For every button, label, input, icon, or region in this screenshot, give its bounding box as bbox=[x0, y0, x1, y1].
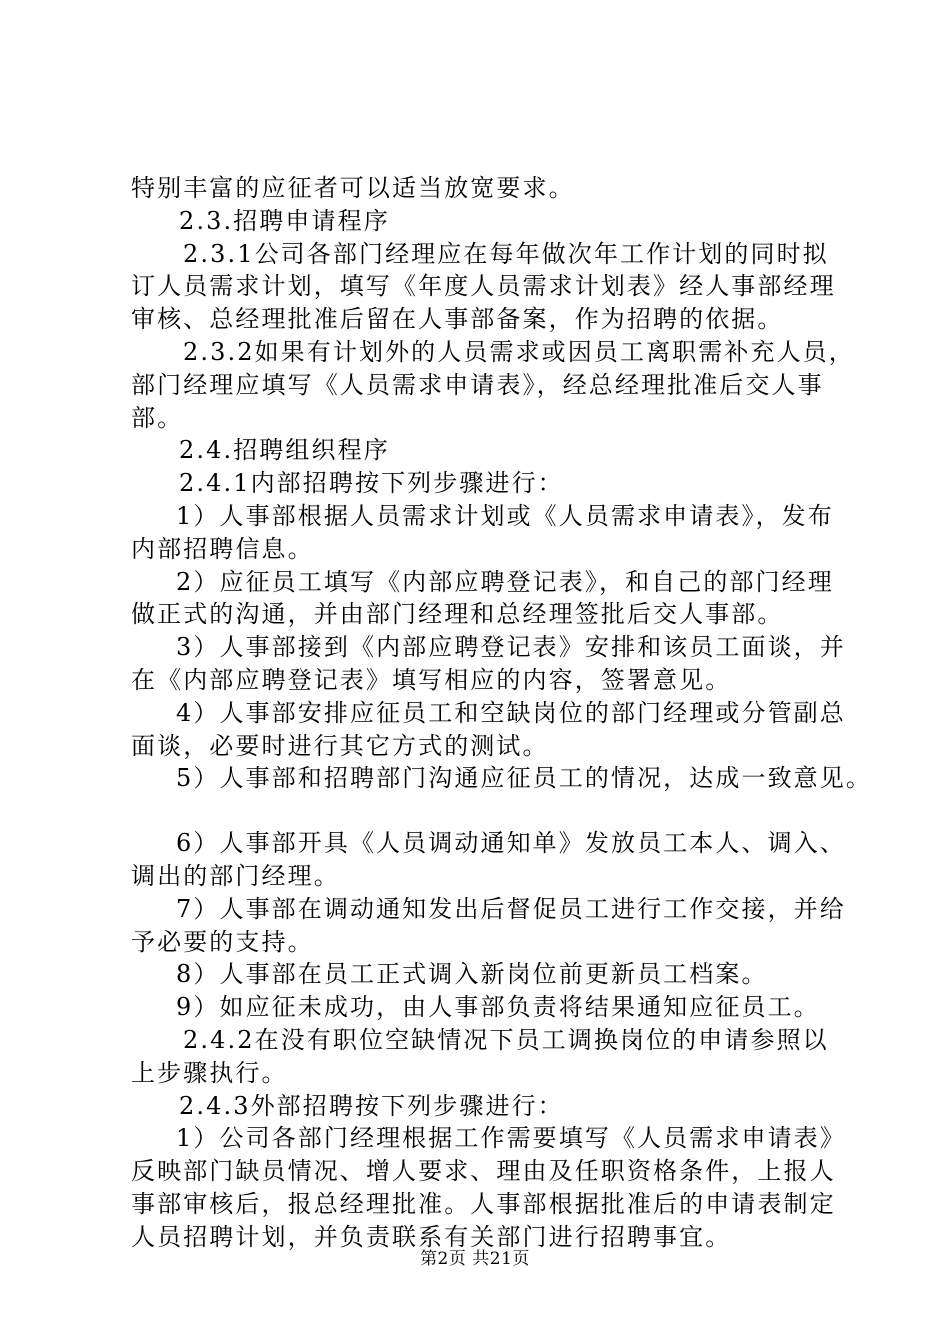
text-line: 2.4.3外部招聘按下列步骤进行： bbox=[179, 1091, 564, 1120]
text-line: 6）人事部开具《人员调动通知单》发放员工本人、调入、 bbox=[176, 829, 846, 858]
text-line: 事部审核后，报总经理批准。人事部根据批准后的申请表制定 bbox=[131, 1189, 836, 1218]
text-line: 部。 bbox=[131, 403, 184, 432]
text-line: 9）如应征未成功，由人事部负责将结果通知应征员工。 bbox=[176, 993, 820, 1022]
text-line: 做正式的沟通，并由部门经理和总经理签批后交人事部。 bbox=[131, 600, 784, 629]
text-line: 予必要的支持。 bbox=[131, 927, 314, 956]
text-line: 在《内部应聘登记表》填写相应的内容，签署意见。 bbox=[131, 665, 732, 694]
text-line: 上步骤执行。 bbox=[131, 1058, 288, 1087]
text-line: 2.4.2在没有职位空缺情况下员工调换岗位的申请参照以 bbox=[183, 1025, 829, 1054]
text-line: 7）人事部在调动通知发出后督促员工进行工作交接，并给 bbox=[176, 894, 846, 923]
text-line: 4）人事部安排应征员工和空缺岗位的部门经理或分管副总 bbox=[176, 698, 846, 727]
text-line: 2.3.2如果有计划外的人员需求或因员工离职需补充人员， bbox=[183, 337, 855, 366]
section-heading: 2.4.招聘组织程序 bbox=[179, 436, 390, 465]
page-number-footer: 第2页 共21页 bbox=[420, 1249, 530, 1269]
text-line: 3）人事部接到《内部应聘登记表》安排和该员工面谈，并 bbox=[176, 633, 846, 662]
text-line: 人员招聘计划，并负责联系有关部门进行招聘事宜。 bbox=[131, 1222, 732, 1251]
text-line: 反映部门缺员情况、增人要求、理由及任职资格条件，上报人 bbox=[131, 1157, 836, 1186]
document-body bbox=[131, 172, 872, 1254]
text-line: 调出的部门经理。 bbox=[131, 861, 340, 890]
text-line: 内部招聘信息。 bbox=[131, 534, 314, 563]
section-heading: 2.3.招聘申请程序 bbox=[179, 206, 390, 235]
text-line: 2.3.1公司各部门经理应在每年做次年工作计划的同时拟 bbox=[183, 239, 829, 268]
text-line: 2.4.1内部招聘按下列步骤进行： bbox=[179, 469, 564, 498]
text-line: 部门经理应填写《人员需求申请表》，经总经理批准后交人事 bbox=[131, 370, 824, 399]
blank-line bbox=[131, 795, 843, 827]
text-line: 特别丰富的应征者可以适当放宽要求。 bbox=[131, 174, 575, 202]
text-line: 1）人事部根据人员需求计划或《人员需求申请表》，发布 bbox=[176, 501, 834, 530]
text-line: 1）公司各部门经理根据工作需要填写《人员需求申请表》 bbox=[176, 1124, 846, 1153]
text-line: 2）应征员工填写《内部应聘登记表》，和自己的部门经理 bbox=[176, 567, 834, 596]
text-line: 5）人事部和招聘部门沟通应征员工的情况，达成一致意见。 bbox=[176, 764, 872, 793]
text-line: 订人员需求计划，填写《年度人员需求计划表》经人事部经理 bbox=[131, 272, 836, 301]
text-line: 8）人事部在员工正式调入新岗位前更新员工档案。 bbox=[176, 960, 768, 989]
text-line: 面谈，必要时进行其它方式的测试。 bbox=[131, 731, 549, 760]
text-line: 审核、总经理批准后留在人事部备案，作为招聘的依据。 bbox=[131, 305, 784, 334]
